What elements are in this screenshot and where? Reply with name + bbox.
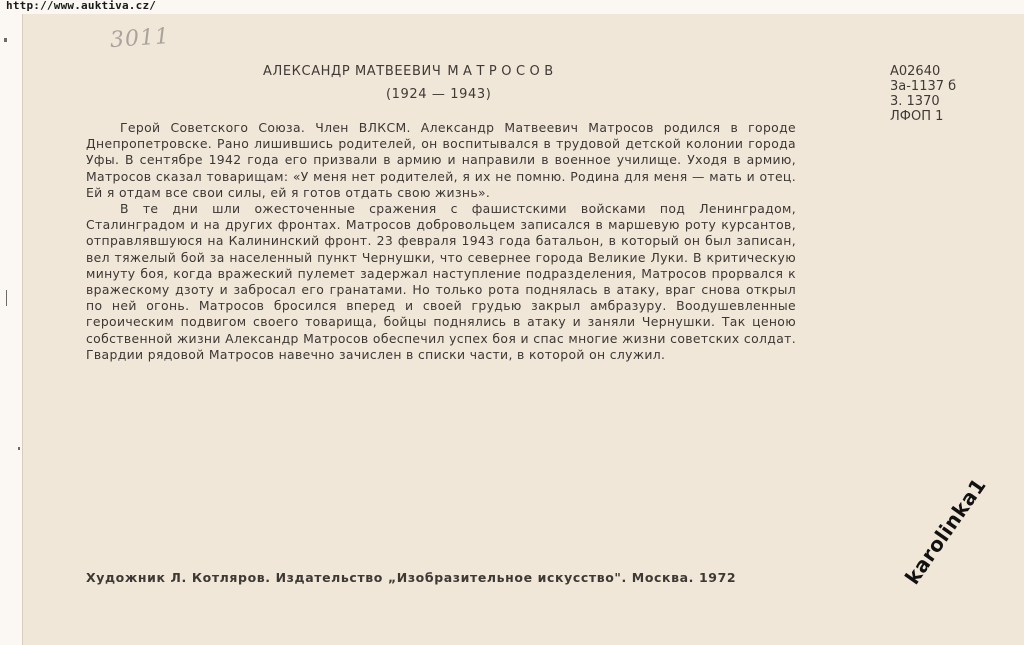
title-surname: МАТРОСОВ <box>447 64 558 79</box>
code-line: ЛФОП 1 <box>890 109 944 124</box>
title-name: АЛЕКСАНДР МАТВЕЕВИЧ <box>263 64 442 79</box>
paragraph: В те дни шли ожесточенные сражения с фашистскими войсками под Ленинградом, Сталинградом и на других фронтах. Матросов добровольцем записался в маршевую роту курсантов, отправлявшуюся на Калининский фронт. 23 февраля 1943 года батальон, в который он был записан, вел тяжелый бой за населенный пункт Чернушки, что севернее города Великие Луки. В критическую минуту боя, когда вражеский пулемет задержал наступление подразделения, Матросов прорвался к вражескому дзоту и забросал его гранатами. Но только рота поднялась в атаку, враг снова открыл по ней огонь. Матросов бросился вперед и своей грудью закрыл амбразуру. Воодушевленные героическим подвигом своего товарища, бойцы поднялись в атаку и заняли Чернушки. Так ценою собственной жизни Александр Матросов обеспечил успех боя и спас многие жизни советских солдат. Гвардии рядовой Матросов навечно зачислен в списки части, в которой он служил. <box>86 201 796 362</box>
code-line: А02640 <box>890 64 941 79</box>
source-url: http://www.auktiva.cz/ <box>6 0 157 12</box>
code-line: 3. 1370 <box>890 94 940 109</box>
scan-mark <box>4 38 7 42</box>
pencil-note: 3011 <box>109 23 171 54</box>
biography-text <box>86 120 796 363</box>
page-title <box>263 64 558 79</box>
left-margin <box>0 0 22 645</box>
scan-mark <box>18 447 20 450</box>
seller-watermark: karolinka1 <box>900 473 991 589</box>
life-years: (1924 — 1943) <box>386 87 492 102</box>
scan-mark <box>6 290 7 306</box>
paragraph: Герой Советского Союза. Член ВЛКСМ. Александр Матвеевич Матросов родился в городе Днепропетровске. Рано лишившись родителей, он воспитывался в трудовой детской колонии города Уфы. В сентябре 1942 года его призвали в армию и направили в военное училище. Уходя в армию, Матросов сказал товарищам: «У меня нет родителей, я их не помню. Родина для меня — мать и отец. Ей я отдам все свои силы, ей я готов отдать свою жизнь». <box>86 120 796 200</box>
print-codes <box>890 64 956 124</box>
code-line: 3а-1137 б <box>890 79 957 94</box>
publisher-line: Художник Л. Котляров. Издательство „Изобразительное искусство". Москва. 1972 <box>86 570 737 585</box>
